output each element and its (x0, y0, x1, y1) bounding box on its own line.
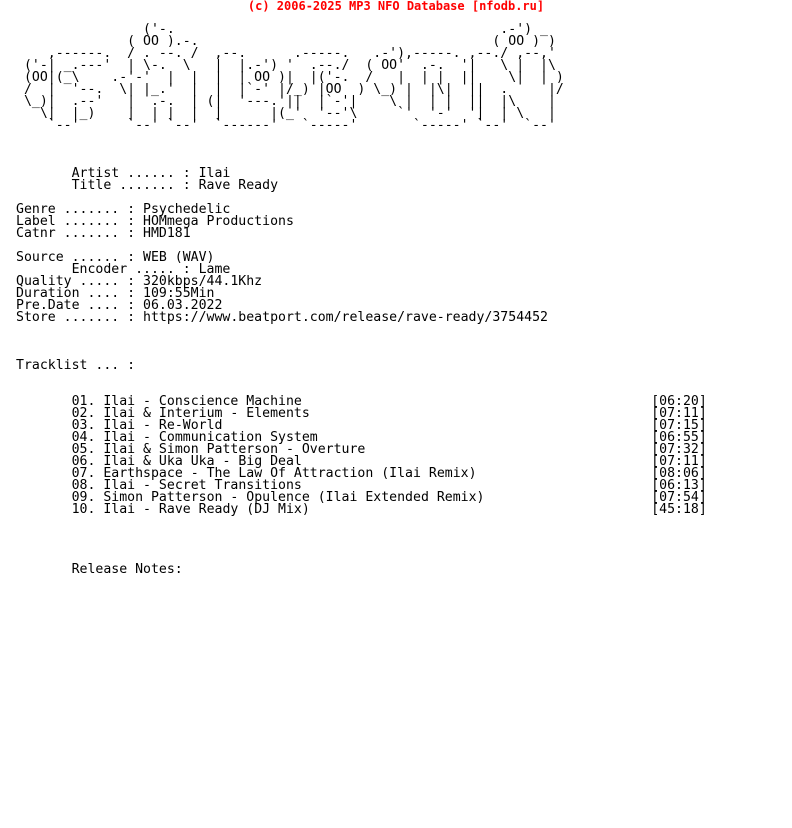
track-number: 04. (71, 430, 96, 445)
ascii-logo-line: ('-. .-') _ (16, 22, 548, 37)
track-title: Ilai - Conscience Machine (103, 394, 302, 409)
blank-line (16, 540, 707, 552)
track-number: 05. (71, 442, 96, 457)
tracklist (16, 396, 707, 516)
track-number: 02. (71, 406, 96, 421)
ascii-logo-line: ('-| _.---' | \-. \ | |.-') ' .--./ ( OO' .-. '| \ | |\ (16, 58, 556, 73)
track-number: 08. (71, 478, 96, 493)
track-number: 06. (71, 454, 96, 469)
track-title: Simon Patterson - Opulence (Ilai Extended Remix) (103, 490, 485, 505)
duration-line: Duration .... : 109:55Min (16, 286, 215, 301)
blank-line (16, 132, 707, 144)
source-line: Source ...... : WEB (WAV) (16, 250, 215, 265)
predate-line: Pre.Date .... : 06.03.2022 (16, 298, 223, 313)
track-length: [07:15] (651, 418, 707, 433)
ascii-logo-line: ( OO ).-. ( OO ) ) (16, 34, 556, 49)
nfodb-copyright-header: (c) 2006-2025 MP3 NFO Database [nfodb.ru] (247, 0, 545, 13)
release-notes-heading: Release Notes: (16, 562, 183, 577)
blank-line (16, 336, 707, 348)
track-title: Ilai & Interium - Elements (103, 406, 310, 421)
track-length: [06:55] (651, 430, 707, 445)
track-length: [06:13] (651, 478, 707, 493)
label-line: Label ....... : HOMmega Productions (16, 214, 294, 229)
blank-line (16, 516, 707, 528)
blank-line (16, 324, 707, 336)
track-length: [06:20] (651, 394, 707, 409)
track-title: Ilai - Re-World (103, 418, 223, 433)
track-number: 07. (71, 466, 96, 481)
ascii-logo-line: (OO|(_\ .-'-' | | | | OO )| |('-. / | | | || \| | ) (16, 70, 564, 85)
track-length: [07:11] (651, 454, 707, 469)
nfo-document (16, 24, 707, 588)
track-title: Ilai & Uka Uka - Big Deal (103, 454, 302, 469)
blank-line (16, 372, 707, 384)
track-number: 09. (71, 490, 96, 505)
artist-line: Artist ...... : Ilai (16, 166, 231, 181)
track-title: Earthspace - The Law Of Attraction (Ilai Remix) (103, 466, 477, 481)
blank-line (16, 144, 707, 156)
track-length: [45:18] (651, 502, 707, 517)
ascii-logo-line: `--' `--' `--' `------' `-----' `-----' `--' `--' (16, 118, 556, 133)
track-length: [07:32] (651, 442, 707, 457)
track-length: [08:06] (651, 466, 707, 481)
ascii-logo-line: \_)| .--' | .-. | (| '---.'|| |`-'| \ | | | || |\ | (16, 94, 556, 109)
track-length: [07:54] (651, 490, 707, 505)
track-number: 01. (71, 394, 96, 409)
catnr-line: Catnr ....... : HMD181 (16, 226, 191, 241)
title-line: Title ....... : Rave Ready (16, 178, 279, 193)
track-length: [07:11] (651, 406, 707, 421)
track-row (16, 504, 707, 516)
track-title: Ilai - Communication System (103, 430, 318, 445)
track-title: Ilai - Secret Transitions (103, 478, 302, 493)
encoder-line: Encoder ..... : Lame (16, 262, 231, 277)
quality-line: Quality ..... : 320kbps/44.1Khz (16, 274, 263, 289)
tracklist-heading: Tracklist ... : (16, 358, 136, 373)
track-number: 10. (71, 502, 96, 517)
store-line: Store ....... : https://www.beatport.com/release/rave-ready/3754452 (16, 310, 548, 325)
track-number: 03. (71, 418, 96, 433)
blank-line (16, 528, 707, 540)
ascii-logo-line: \| |_) | | | | | |(_' '--'\ `' '-' '| | \ | (16, 106, 556, 121)
ascii-logo-line: / | '--. \| |_.' | | |`-' |/_) |OO ) \_) | |\| || . |/ (16, 82, 564, 97)
track-title: Ilai & Simon Patterson - Overture (103, 442, 366, 457)
ascii-logo-line: ,------. / . --. / ,--. .-----. .-'),-----. ,--./ ,--,' (16, 46, 556, 61)
genre-line: Genre ....... : Psychedelic (16, 202, 231, 217)
track-title: Ilai - Rave Ready (DJ Mix) (103, 502, 310, 517)
